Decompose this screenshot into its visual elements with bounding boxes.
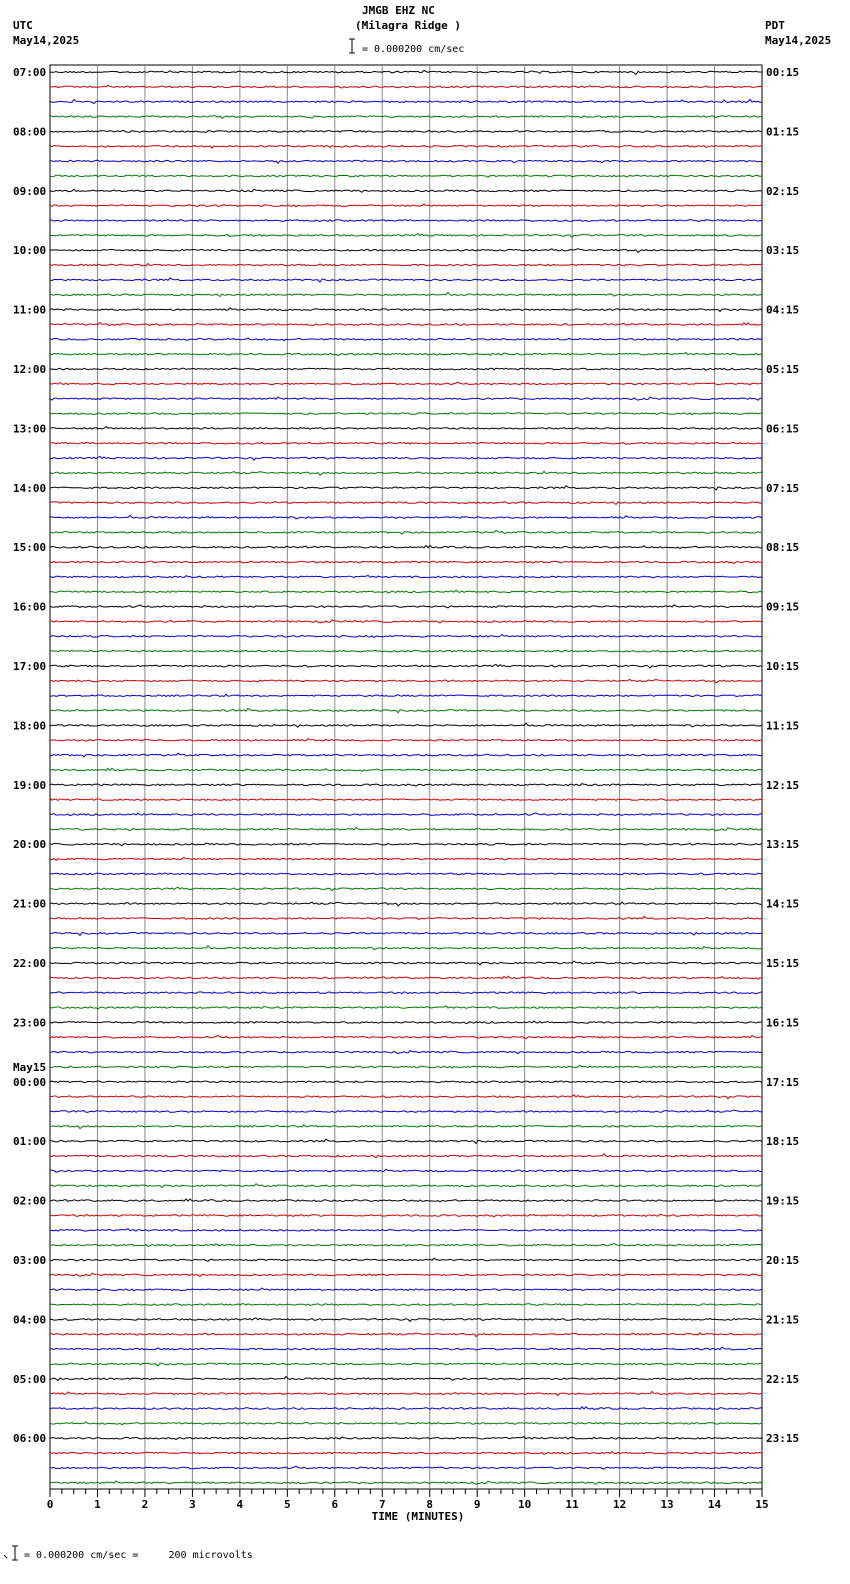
seismic-trace <box>50 946 762 950</box>
utc-hour-label: 23:00 <box>13 1016 47 1030</box>
seismic-trace <box>50 708 762 712</box>
x-tick-label: 7 <box>378 1498 386 1511</box>
utc-hour-label: 02:00 <box>13 1194 47 1208</box>
seismic-trace <box>50 1081 762 1083</box>
right-timezone: PDT <box>765 19 785 32</box>
seismic-trace <box>50 1229 762 1232</box>
seismic-trace <box>50 204 762 207</box>
seismic-trace <box>50 723 762 727</box>
pdt-hour-label: 20:15 <box>766 1254 800 1267</box>
utc-hour-label: 09:00 <box>13 184 47 198</box>
seismic-trace <box>50 650 762 652</box>
seismic-trace <box>50 234 762 238</box>
seismic-trace <box>50 85 762 88</box>
seismic-trace <box>50 1199 762 1202</box>
x-tick-label: 4 <box>236 1498 244 1511</box>
utc-hour-label: 05:00 <box>13 1372 47 1386</box>
seismic-trace <box>50 1437 762 1440</box>
seismic-trace <box>50 798 762 800</box>
seismic-trace <box>50 1006 762 1009</box>
seismic-trace <box>50 961 762 965</box>
seismic-trace <box>50 575 762 578</box>
seismic-trace <box>50 353 762 356</box>
utc-hour-label: 19:00 <box>13 778 47 792</box>
seismic-trace <box>50 368 762 370</box>
seismic-trace <box>50 443 762 445</box>
seismic-trace <box>50 916 762 919</box>
seismic-trace <box>50 605 762 608</box>
seismic-trace <box>50 338 762 341</box>
x-tick-label: 15 <box>755 1498 769 1511</box>
x-tick-label: 0 <box>46 1498 54 1511</box>
seismic-trace <box>50 561 762 563</box>
seismic-trace <box>50 1407 762 1410</box>
pdt-hour-label: 15:15 <box>766 957 800 970</box>
station-title: JMGB EHZ NC <box>362 4 435 17</box>
seismic-trace <box>50 457 762 461</box>
seismic-trace <box>50 515 762 519</box>
x-tick-label: 12 <box>612 1498 627 1511</box>
seismic-trace <box>50 813 762 816</box>
pdt-hour-label: 04:15 <box>766 303 800 317</box>
left-timezone: UTC <box>13 19 33 32</box>
x-tick-label: 1 <box>94 1498 101 1511</box>
date-change-label: May15 <box>13 1060 47 1074</box>
utc-hour-label: 04:00 <box>13 1313 47 1327</box>
utc-hour-label: 07:00 <box>13 66 47 79</box>
station-location: (Milagra Ridge ) <box>355 19 461 32</box>
utc-hour-label: 14:00 <box>13 481 47 495</box>
seismic-trace <box>50 413 762 415</box>
seismic-trace <box>50 933 762 936</box>
utc-hour-label: 06:00 <box>13 1432 47 1446</box>
pdt-hour-label: 01:15 <box>766 125 800 139</box>
seismic-trace <box>50 1154 762 1158</box>
seismic-trace <box>50 99 762 103</box>
seismic-trace <box>50 1347 762 1350</box>
seismic-trace <box>50 768 762 771</box>
seismic-trace <box>50 1021 762 1024</box>
pdt-hour-label: 23:15 <box>766 1432 800 1446</box>
seismic-trace <box>50 1065 762 1068</box>
seismic-trace <box>50 70 762 74</box>
utc-hour-label: 16:00 <box>13 600 47 614</box>
x-tick-label: 3 <box>189 1498 196 1511</box>
seismic-trace <box>50 264 762 266</box>
seismic-trace <box>50 590 762 593</box>
x-tick-label: 13 <box>660 1498 674 1511</box>
seismic-trace <box>50 471 762 475</box>
seismic-trace <box>50 1422 762 1425</box>
seismic-trace <box>50 887 762 891</box>
seismic-trace <box>50 175 762 177</box>
seismic-trace <box>50 220 762 222</box>
pdt-hour-label: 08:15 <box>766 541 800 555</box>
right-date: May14,2025 <box>765 34 832 47</box>
utc-hour-label: 15:00 <box>13 541 47 555</box>
pdt-hour-label: 09:15 <box>766 600 800 614</box>
seismic-trace <box>50 160 762 163</box>
seismic-trace <box>50 1214 762 1217</box>
seismic-trace <box>50 486 762 490</box>
utc-hour-label: 11:00 <box>13 303 47 317</box>
pdt-hour-label: 17:15 <box>766 1075 800 1089</box>
x-axis-label: TIME (MINUTES) <box>371 1510 465 1523</box>
utc-hour-label: 00:00 <box>13 1075 47 1089</box>
pdt-hour-label: 11:15 <box>766 719 800 733</box>
utc-hour-label: 08:00 <box>13 125 47 139</box>
x-tick-label: 5 <box>284 1498 291 1511</box>
seismic-trace <box>50 546 762 549</box>
seismic-trace <box>50 976 762 979</box>
seismic-trace <box>50 145 762 148</box>
seismic-trace <box>50 1481 762 1484</box>
seismic-trace <box>50 1333 762 1337</box>
seismic-trace <box>50 308 762 312</box>
seismic-trace <box>50 1452 762 1455</box>
seismic-trace <box>50 397 762 400</box>
seismic-trace <box>50 635 762 638</box>
utc-hour-label: 18:00 <box>13 719 47 733</box>
utc-hour-label: 01:00 <box>13 1135 47 1149</box>
seismic-trace <box>50 1466 762 1469</box>
x-tick-label: 6 <box>331 1498 339 1511</box>
seismic-trace <box>50 189 762 192</box>
seismic-trace <box>50 694 762 696</box>
seismic-trace <box>50 902 762 906</box>
seismic-trace <box>50 784 762 787</box>
utc-hour-label: 20:00 <box>13 838 47 852</box>
utc-hour-label: 17:00 <box>13 660 47 673</box>
seismic-trace <box>50 130 762 132</box>
seismic-trace <box>50 1051 762 1054</box>
seismic-trace <box>50 843 762 846</box>
pdt-hour-label: 21:15 <box>766 1313 800 1327</box>
pdt-hour-label: 19:15 <box>766 1194 800 1208</box>
seismic-trace <box>50 1125 762 1129</box>
seismic-trace <box>50 1288 762 1291</box>
pdt-hour-label: 02:15 <box>766 184 800 198</box>
pdt-hour-label: 18:15 <box>766 1135 800 1149</box>
seismic-trace <box>50 116 762 119</box>
seismic-trace <box>50 1363 762 1366</box>
seismic-trace <box>50 873 762 875</box>
seismic-trace <box>50 530 762 534</box>
seismic-trace <box>50 857 762 860</box>
seismic-trace <box>50 1273 762 1276</box>
utc-hour-label: 22:00 <box>13 957 47 970</box>
seismic-trace <box>50 1035 762 1038</box>
seismic-trace <box>50 1258 762 1261</box>
pdt-hour-label: 03:15 <box>766 244 800 258</box>
utc-hour-label: 13:00 <box>13 422 47 436</box>
utc-hour-label: 10:00 <box>13 244 47 258</box>
pdt-hour-label: 07:15 <box>766 481 800 495</box>
footer-scale-bar-icon <box>4 1546 18 1560</box>
seismic-trace <box>50 620 762 623</box>
seismic-trace <box>50 427 762 430</box>
seismic-trace <box>50 1169 762 1172</box>
scale-label: = 0.000200 cm/sec <box>362 44 465 55</box>
seismic-trace <box>50 1110 762 1112</box>
utc-hour-label: 12:00 <box>13 363 47 376</box>
x-tick-label: 9 <box>473 1498 481 1511</box>
x-tick-label: 10 <box>518 1498 532 1511</box>
seismic-trace <box>50 739 762 741</box>
pdt-hour-label: 16:15 <box>766 1016 800 1030</box>
pdt-hour-label: 10:15 <box>766 660 800 673</box>
seismic-trace <box>50 992 762 994</box>
seismic-trace <box>50 664 762 668</box>
utc-hour-label: 03:00 <box>13 1254 47 1267</box>
seismic-trace <box>50 1095 762 1099</box>
pdt-hour-label: 00:15 <box>766 66 800 79</box>
seismic-trace <box>50 1139 762 1143</box>
seismic-trace <box>50 1318 762 1322</box>
x-tick-label: 14 <box>707 1498 722 1511</box>
seismic-trace <box>50 1184 762 1188</box>
seismic-trace <box>50 753 762 757</box>
seismic-trace <box>50 680 762 684</box>
x-tick-label: 11 <box>565 1498 579 1511</box>
seismic-trace <box>50 278 762 282</box>
seismic-trace <box>50 1392 762 1396</box>
seismic-trace <box>50 502 762 505</box>
seismic-trace <box>50 292 762 296</box>
seismic-trace <box>50 382 762 385</box>
pdt-hour-label: 14:15 <box>766 897 800 911</box>
seismic-trace <box>50 249 762 253</box>
pdt-hour-label: 22:15 <box>766 1372 800 1386</box>
x-tick-label: 8 <box>426 1498 434 1511</box>
x-tick-label: 2 <box>141 1498 149 1511</box>
scale-bar-icon <box>349 39 355 53</box>
seismic-trace <box>50 828 762 831</box>
pdt-hour-label: 06:15 <box>766 422 800 436</box>
footer-calibration: = 0.000200 cm/sec = 200 microvolts <box>24 1550 253 1561</box>
seismic-trace <box>50 1304 762 1306</box>
left-date: May14,2025 <box>13 34 80 47</box>
pdt-hour-label: 12:15 <box>766 778 800 792</box>
seismic-trace <box>50 322 762 325</box>
pdt-hour-label: 13:15 <box>766 838 800 852</box>
pdt-hour-label: 05:15 <box>766 363 800 376</box>
utc-hour-label: 21:00 <box>13 897 47 911</box>
seismic-trace <box>50 1243 762 1246</box>
seismic-trace <box>50 1377 762 1381</box>
